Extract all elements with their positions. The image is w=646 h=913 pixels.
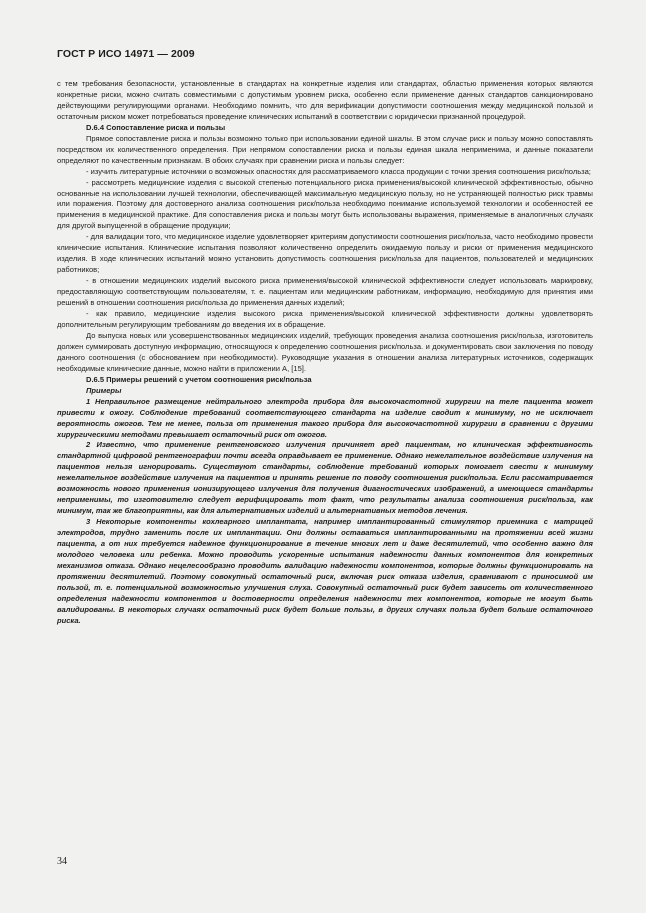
document-header: ГОСТ Р ИСО 14971 — 2009: [57, 48, 195, 60]
examples-heading: Примеры: [86, 385, 122, 395]
paragraph: До выпуска новых или усовершенствованных медицинских изделий, требующих проведения анализа соотношения риск/польза, изготовитель должен суммировать доступную информацию, относящуюся к определению соотношения риск/польза. и документировать свои заключения по поводу данного соотношения (с обоснованием при необходимости). Руководящие указания в отношении анализа литературных источников, содержащих необходимые клинические данные, можно найти в приложении А, [15].: [57, 330, 593, 373]
page-number: 34: [57, 856, 67, 867]
paragraph: Прямое сопоставление риска и пользы возможно только при использовании единой шкалы. В этом случае риск и пользу можно сопоставлять посредством их количественного определения. При непрямом сопоставлении риска и пользы единая шкала неприменима, и данные показатели определяют по качественным признакам. В обоих случаях при сравнении риска и пользы следует:: [57, 133, 593, 165]
section-heading-d64: D.6.4 Сопоставление риска и пользы: [86, 122, 226, 132]
example-paragraph: 2 Известно, что применение рентгеновского излучения причиняет вред пациентам, но клиническая эффективность стандартной цифровой рентгенографии почти всегда оправдывает ее применение. Однако нежелательное воздействие излучения на пациентов нельзя игнорировать. Существуют стандарты, соблюдение требований которых помогает свести к минимуму нежелательное воздействие излучения на пациентов и принять решение по поводу соотношения риск/польза. Если рассматривается возможность нового применения ионизирующего излучения для получения диагностических изображений, а имеющиеся стандарты неприменимы, то изготовителю следует верифицировать тот факт, что результаты анализа соотношения риск/польза, как минимум, так же благоприятны, как для альтернативных изделий и альтернативных методов лечения.: [57, 440, 593, 516]
list-item: - изучить литературные источники о возможных опасностях для рассматриваемого класса продукции с точки зрения соотношения риск/польза;: [86, 166, 591, 176]
document-body: [57, 79, 593, 627]
list-item: - для валидации того, что медицинское изделие удовлетворяет критериям допустимости соотношения риск/польза, часто необходимо провести клинические испытания. Клинические испытания позволяют количественно определить ожидаемую пользу и риски от применения медицинского изделия. В ходе клинических испытаний можно установить допустимость соотношения риск/польза для пациентов, пользователей и медицинских работников;: [57, 232, 593, 275]
example-paragraph: 1 Неправильное размещение нейтрального электрода прибора для высокочастотной хирургии на теле пациента может привести к ожогу. Соблюдение требований соответствующего стандарта на изделие сводит к минимуму, но не исключает вероятность ожогов. Тем не менее, польза от применения такого прибора для высокочастотной хирургии в сравнении с другими хирургическими методами превышает остаточный риск от ожогов.: [57, 396, 593, 439]
section-heading-d65: D.6.5 Примеры решений с учетом соотношения риск/польза: [86, 374, 312, 384]
paragraph-continuation: с тем требования безопасности, установленные в стандартах на конкретные изделия или стандартах, областью применения которых являются конкретные риски, можно считать совместимыми с допустимым уровнем риска, особенно если применение данных стандартов санкционировано действующими регулирующими органами. Необходимо помнить, что для верификации допустимости соотношения между медицинской пользой и остаточным риском может потребоваться проведение клинических испытаний в соответствии с юридически признанной процедурой.: [57, 79, 593, 121]
list-item: - в отношении медицинских изделий высокого риска применения/высокой клинической эффективности следует использовать маркировку, предоставляющую соответствующим пользователям, т. е. пациентам или медицинским работникам, информацию, необходимую для принятия ими решений в отношении соотношения риск/польза до применения данных изделий;: [57, 276, 593, 308]
example-paragraph: 3 Некоторые компоненты кохлеарного имплантата, например имплантированный стимулятор приемника с матрицей электродов, трудно заменить после их имплантации. Они должны оставаться имплантированными на протяжении всей жизни пациента, а от них требуется надежное функционирование в течение многих лет и даже десятилетий, что особенно важно для молодого человека или ребенка. Можно проводить ускоренные испытания надежности данных компонентов для конкретных механизмов отказа. Однако нецелесообразно проводить валидацию надежности компонентов, которые должны функционировать на протяжении десятилетий. Поэтому совокупный остаточный риск, включая риск отказа изделия, сравнивают с приносимой им пользой, т. е. потенциальной возможностью улучшения слуха. Совокупный остаточный риск будет зависеть от количественного определения надежности компонентов и достоверности определения надежности тех компонентов, которые не могут быть валидированы. В некоторых случаях остаточный риск будет больше пользы, в других случаях польза будет больше остаточного риска.: [57, 517, 593, 625]
list-item: - как правило, медицинские изделия высокого риска применения/высокой клинической эффективности должны удовлетворять дополнительным регулирующим требованиям до введения их в обращение.: [57, 309, 593, 329]
list-item: - рассмотреть медицинские изделия с высокой степенью потенциального риска применения/высокой клинической эффективностью, обычно основанные на использовании лучшей технологии, обеспечивающей максимальную медицинскую пользу, но не устраняющей полностью риск травмы или поражения. Поэтому для достоверного анализа соотношения риск/польза необходимо понимание используемой технологии и особенностей ее применения в медицинской практике. Для сопоставления риска и пользы могут быть использованы выражения, применяемые в аналогичных случаях для другой выпущенной в обращение продукции;: [57, 177, 593, 231]
